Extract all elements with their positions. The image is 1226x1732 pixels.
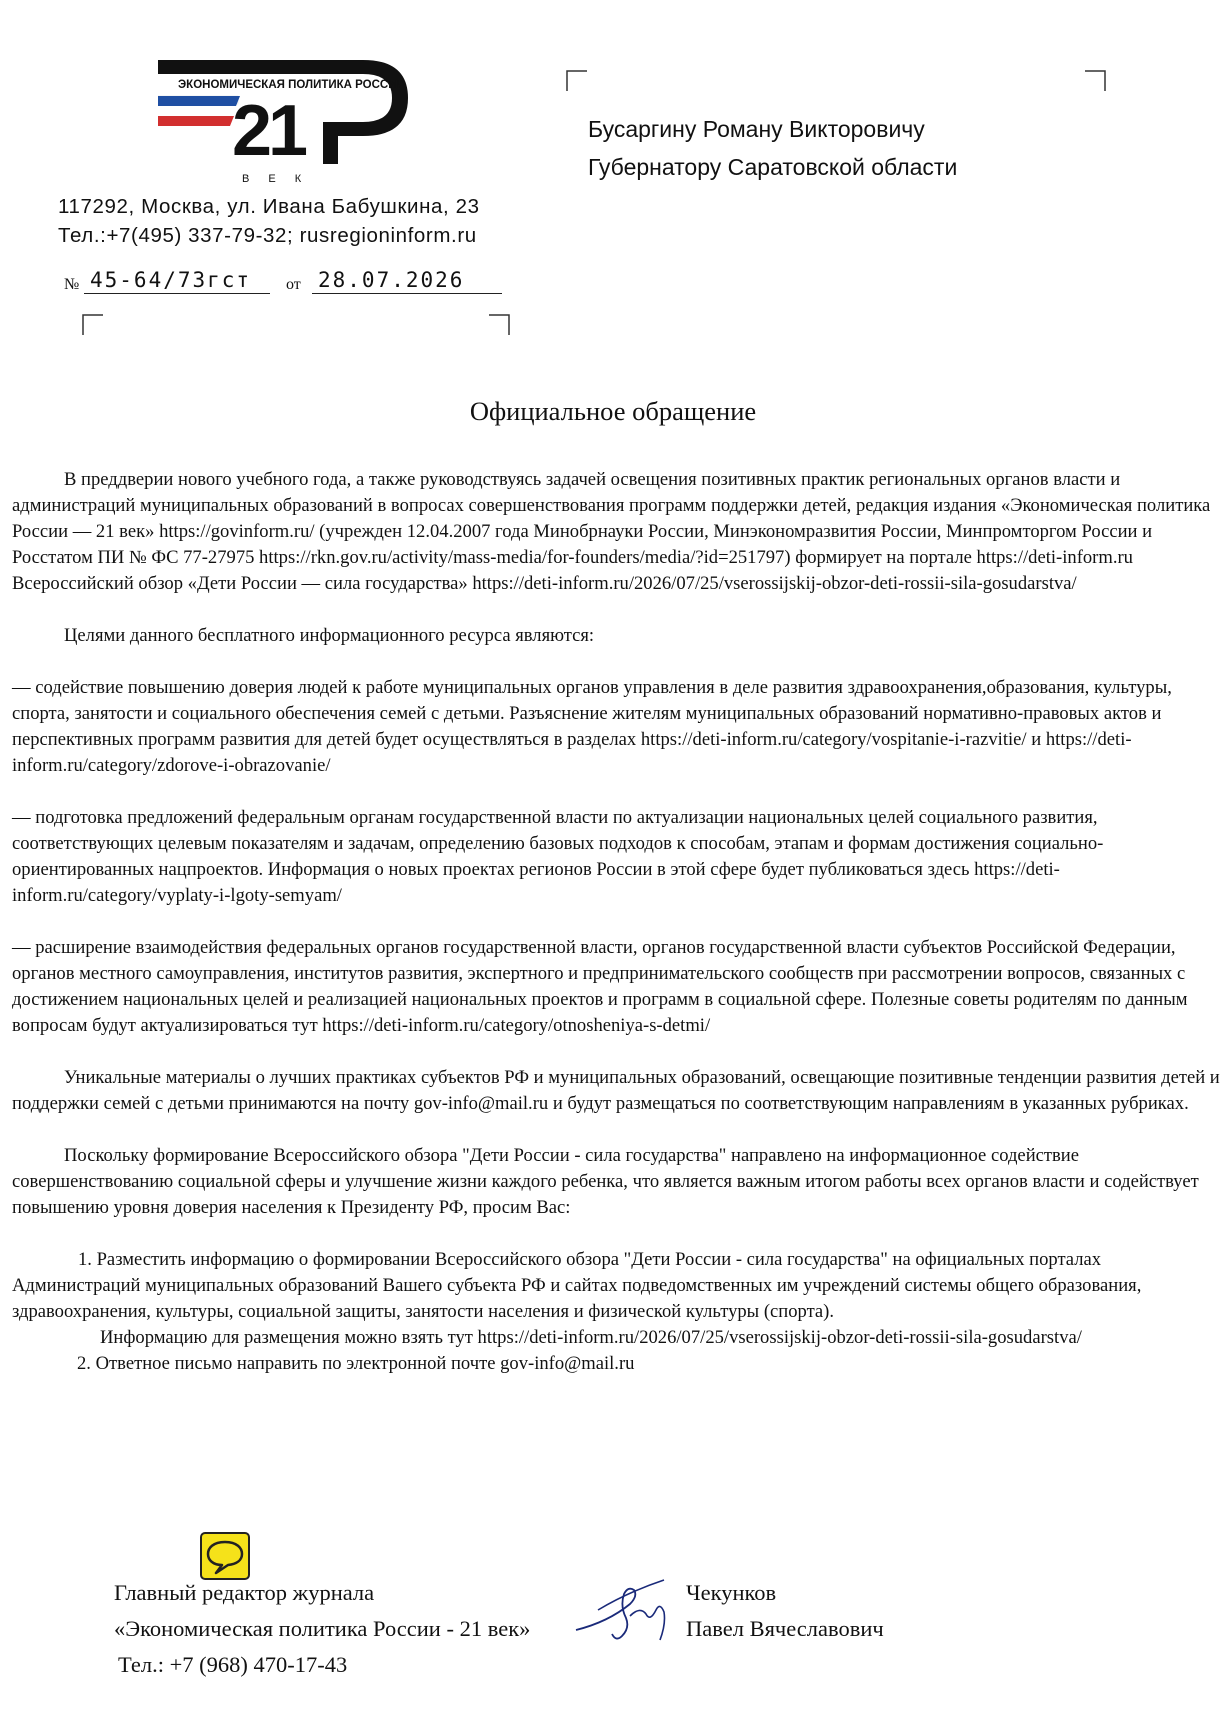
corner-mark [1084, 70, 1106, 92]
address-line: 117292, Москва, ул. Ивана Бабушкина, 23 [58, 195, 480, 218]
letter-date: 28.07.2026 [312, 268, 502, 294]
registration-row [64, 268, 524, 298]
goals-heading: Целями данного бесплатного информационного ресурса являются: [64, 625, 595, 646]
logo-number: 21 [232, 91, 305, 171]
document-title: Официальное обращение [469, 396, 757, 426]
corner-mark [82, 314, 104, 336]
logo-subtext: В Е К [242, 173, 310, 185]
chat-bubble-icon [200, 1532, 250, 1580]
logo-flag-red [158, 116, 234, 126]
goal-paragraph: — расширение взаимодействия федеральных органов государственной власти, органов государственной власти субъектов Российской Федерации, органов местного самоуправления, институтов развития, экспертного и предпринимательского сообществ при рассмотрении вопросов, связанных с достижением национальных целей и реализацией национальных проектов и программ в социальной сфере. Полезные советы родителям по данным вопросам будут актуализироваться тут https://deti-inform.ru/category/otnosheniya-s-detmi/ [12, 937, 1188, 1036]
request-item: 2. Ответное письмо направить по электронной почте gov-info@mail.ru [77, 1353, 635, 1374]
signatory-name [686, 1575, 884, 1647]
handwritten-signature [568, 1570, 688, 1650]
intro-paragraph: В преддверии нового учебного года, а также руководствуясь задачей освещения позитивных практик региональных органов власти и администраций муниципальных образований в вопросах совершенствования программ поддержки детей, редакция издания «Экономическая политика России — 21 век» https://govinform.ru/ (учрежден 12.04.2007 года Минобрнауки России, Минэкономразвития России, Минпромторгом России и Росстатом ПИ № ФС 77-27975 https://rkn.gov.ru/activity/mass-media/for-founders/media/?id=251797) формирует на портале https://deti-inform.ru Всероссийский обзор «Дети России — сила государства» https://deti-inform.ru/2026/07/25/vserossijskij-obzor-deti-rossii-sila-gosudarstva/ [12, 469, 1211, 594]
materials-paragraph: Уникальные материалы о лучших практиках субъектов РФ и муниципальных образований, освещающие позитивные тенденции развития детей и поддержки семей с детьми принимаются на почту gov-info@mail.ru и будут размещаться по соответствующим направлениям в указанных рубриках. [12, 1067, 1220, 1114]
recipient-title: Губернатору Саратовской области [588, 154, 958, 180]
signatory-surname: Чекунков [686, 1580, 777, 1605]
publisher-logo [158, 58, 416, 186]
position-line: Главный редактор журнала [114, 1580, 375, 1605]
number-label: № [64, 276, 80, 293]
signatory-given-names: Павел Вячеславович [686, 1616, 884, 1641]
signatory-position [114, 1575, 530, 1683]
outgoing-number: 45-64/73гст [84, 268, 270, 294]
position-line: «Экономическая политика России - 21 век» [114, 1616, 531, 1641]
recipient-block [588, 110, 957, 186]
signatory-phone: Тел.: +7 (968) 470-17-43 [118, 1652, 348, 1677]
request-item: 1. Разместить информацию о формировании Всероссийского обзора "Дети России - сила государства" на официальных порталах Администраций муниципальных образований Вашего субъекта РФ и сайтах подведомственных им учреждений системы общего образования, здравоохранения, культуры, социальной защиты, занятости населения и физической культуры (спорта). [12, 1249, 1142, 1322]
corner-mark [488, 314, 510, 336]
goal-paragraph: — подготовка предложений федеральным органам государственной власти по актуализации национальных целей социального развития, соответствующих целевым показателям и задачам, определению базовых подходов к способам, этапам и формам достижения социально-ориентированных нацпроектов. Информация о новых проектах регионов России в этой сфере будет публиковаться здесь https://deti-inform.ru/category/vyplaty-i-lgoty-semyam/ [12, 807, 1104, 906]
request-item-info: Информацию для размещения можно взять тут https://deti-inform.ru/2026/07/25/vserossijskij-obzor-deti-rossii-sila-gosudarstva/ [100, 1327, 1082, 1348]
logo-flag-blue [158, 96, 240, 106]
goal-paragraph: — содействие повышению доверия людей к работе муниципальных органов управления в деле развития здравоохранения,образования, культуры, спорта, занятости и социального обеспечения семей с детьми. Разъяснение жителям муниципальных образований нормативно-правовых актов и перспективных программ развития для детей будет осуществляться в разделах https://deti-inform.ru/category/vospitanie-i-razvitie/ и https://deti-inform.ru/category/zdorove-i-obrazovanie/ [12, 677, 1172, 776]
contact-line: Тел.:+7(495) 337-79-32; rusregioninform.ru [58, 224, 477, 247]
date-label: от [286, 276, 301, 293]
letter-body [12, 467, 1226, 1377]
sender-address [58, 192, 480, 250]
logo-text: ЭКОНОМИЧЕСКАЯ ПОЛИТИКА РОССИИ [178, 79, 405, 91]
recipient-name: Бусаргину Роману Викторовичу [588, 116, 925, 142]
request-paragraph: Поскольку формирование Всероссийского обзора "Дети России - сила государства" направлено на информационное содействие совершенствованию социальной сферы и улучшение жизни каждого ребенка, что является важным итогом работы всех органов власти и содействует повышению уровня доверия населения к Президенту РФ, просим Вас: [12, 1145, 1199, 1218]
corner-mark [566, 70, 588, 92]
